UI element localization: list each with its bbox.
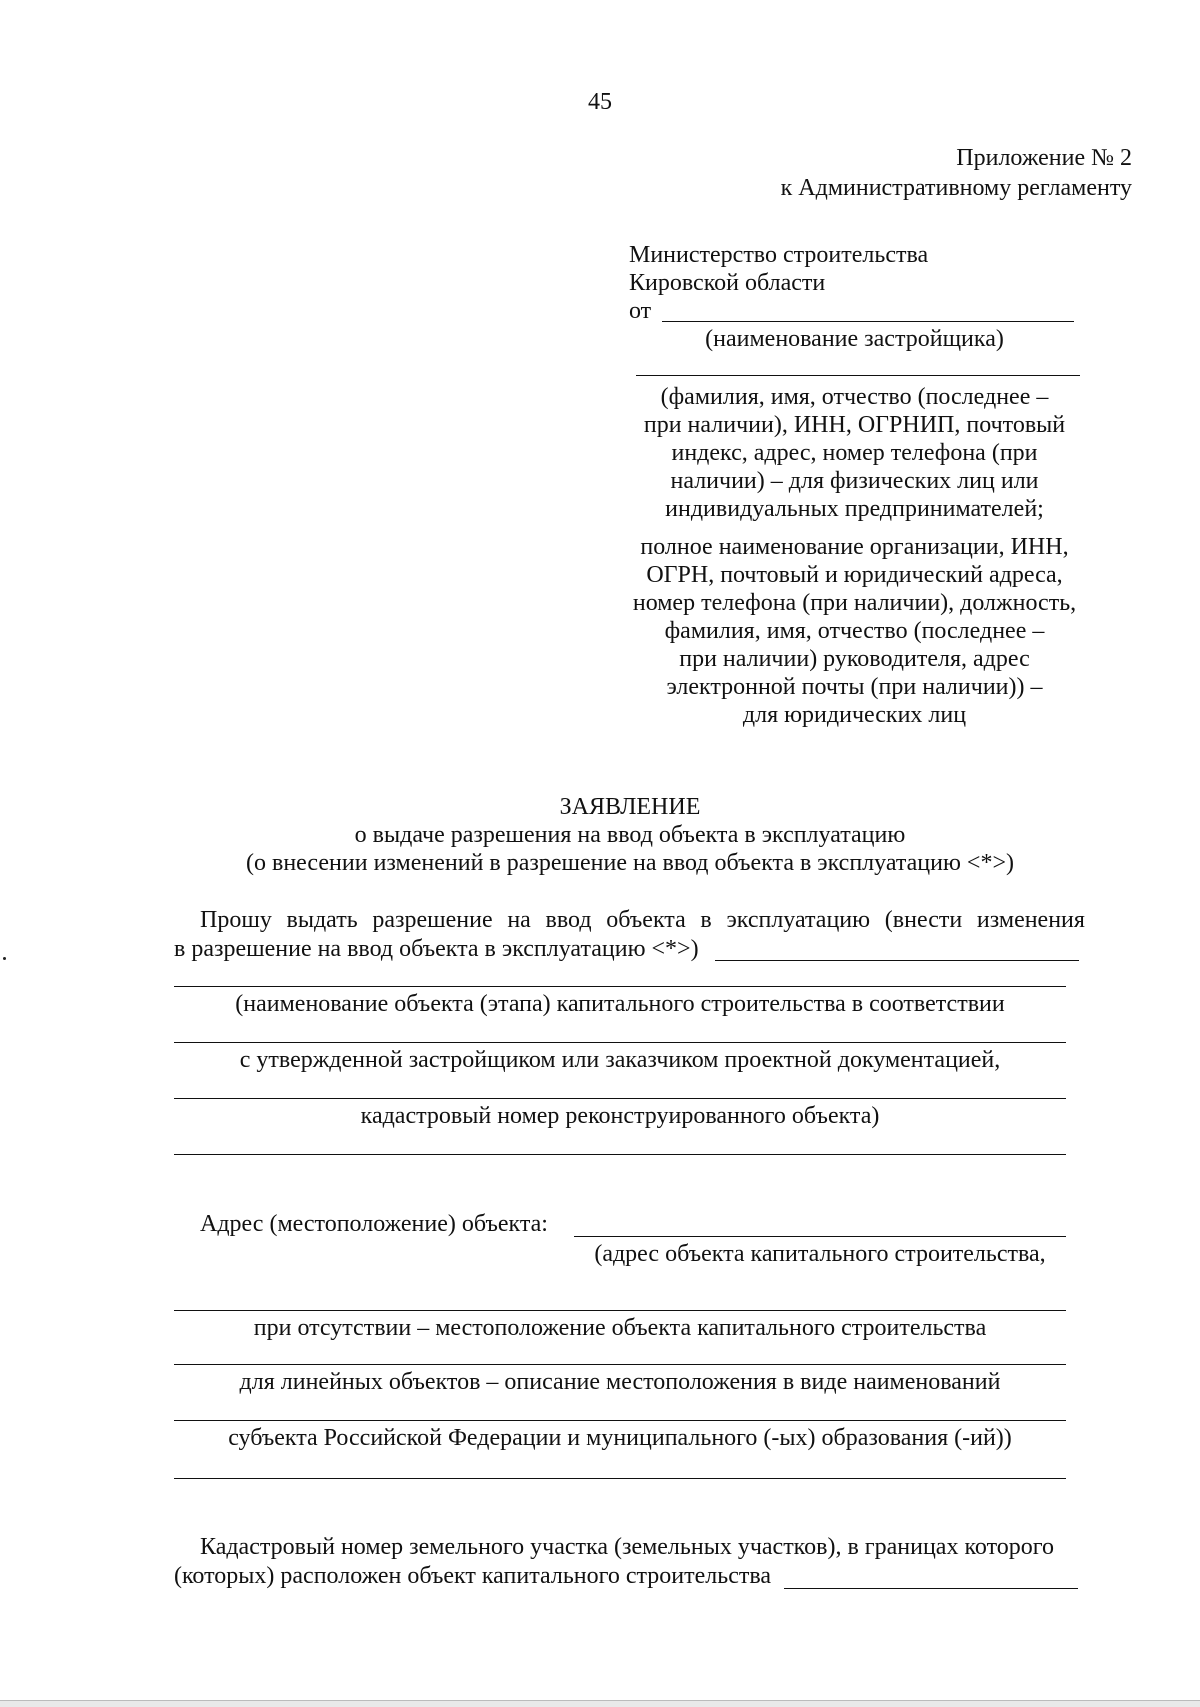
individual-caption-line: индекс, адрес, номер телефона (при <box>671 440 1038 466</box>
individual-caption <box>629 383 1080 523</box>
request-word: эксплуатацию <box>726 907 871 933</box>
address-fill-line <box>174 1310 1066 1311</box>
object-fill-line <box>174 1098 1066 1099</box>
legal-caption-line: фамилия, имя, отчество (последнее – <box>664 618 1045 644</box>
request-word: изменения <box>976 907 1085 933</box>
object-name-line <box>715 960 1079 961</box>
object-fill-line <box>174 1042 1066 1043</box>
address-fill-line <box>574 1236 1066 1237</box>
cadastral-line: Кадастровый номер земельного участка (земельных участков), в границах которого <box>200 1534 1055 1560</box>
legal-caption-line: при наличии) руководителя, адрес <box>679 646 1030 672</box>
address-fill-line <box>174 1478 1066 1479</box>
address-fill-line <box>174 1364 1066 1365</box>
legal-caption-line: для юридических лиц <box>742 702 967 728</box>
request-word: разрешение <box>372 907 493 933</box>
developer-caption: (наименование застройщика) <box>705 326 1004 352</box>
appendix-header <box>781 144 1132 202</box>
document-subtitle-amend: (о внесении изменений в разрешение на ввод объекта в эксплуатацию <*>) <box>246 850 1014 876</box>
cadastral-fill-line <box>784 1588 1078 1589</box>
object-caption: с утвержденной застройщиком или заказчиком проектной документацией, <box>239 1047 1001 1073</box>
object-fill-line <box>174 1154 1066 1155</box>
address-caption: при отсутствии – местоположение объекта капитального строительства <box>253 1315 987 1341</box>
legal-caption-line: номер телефона (при наличии), должность, <box>632 590 1077 616</box>
legal-caption-line: ОГРН, почтовый и юридический адреса, <box>646 562 1063 588</box>
cadastral-line-continued: (которых) расположен объект капитального строительства <box>174 1563 772 1589</box>
appendix-number: Приложение № 2 <box>956 145 1132 171</box>
document-subtitle: о выдаче разрешения на ввод объекта в эксплуатацию <box>354 822 906 848</box>
request-word: объекта <box>606 907 686 933</box>
object-caption: (наименование объекта (этапа) капитального строительства в соответствии <box>235 991 1005 1017</box>
request-word: выдать <box>286 907 358 933</box>
address-caption: для линейных объектов – описание местоположения в виде наименований <box>239 1369 1001 1395</box>
request-word: (внести <box>884 907 963 933</box>
request-line <box>200 906 1085 934</box>
individual-caption-line: наличии) – для физических лиц или <box>670 468 1039 494</box>
object-fill-line <box>174 986 1066 987</box>
from-prefix: от <box>629 298 652 324</box>
addressee-ministry: Министерство строительства <box>629 242 929 268</box>
legal-caption-line: электронной почты (при наличии)) – <box>666 674 1043 700</box>
page-number: 45 <box>588 89 612 115</box>
legal-entity-caption <box>629 533 1080 729</box>
request-line-continued: в разрешение на ввод объекта в эксплуатацию <*>) <box>174 936 699 962</box>
applicant-details-line <box>636 375 1080 376</box>
individual-caption-line: при наличии), ИНН, ОГРНИП, почтовый <box>643 412 1066 438</box>
addressee-region: Кировской области <box>629 270 826 296</box>
request-word: ввод <box>545 907 592 933</box>
individual-caption-line: индивидуальных предпринимателей; <box>665 496 1044 522</box>
address-fill-line <box>174 1420 1066 1421</box>
request-word: в <box>700 907 712 933</box>
request-word: на <box>507 907 531 933</box>
address-label: Адрес (местоположение) объекта: <box>200 1211 548 1237</box>
developer-name-line <box>662 321 1074 322</box>
address-caption: субъекта Российской Федерации и муниципального (-ых) образования (-ий)) <box>228 1425 1012 1451</box>
address-caption: (адрес объекта капитального строительства, <box>594 1241 1046 1267</box>
request-word: Прошу <box>200 907 272 933</box>
scan-speck <box>3 957 6 960</box>
legal-caption-line: полное наименование организации, ИНН, <box>640 534 1069 560</box>
appendix-reference: к Административному регламенту <box>780 175 1132 201</box>
document-title: ЗАЯВЛЕНИЕ <box>559 794 701 820</box>
object-caption: кадастровый номер реконструированного объекта) <box>360 1103 880 1129</box>
individual-caption-line: (фамилия, имя, отчество (последнее – <box>660 384 1049 410</box>
